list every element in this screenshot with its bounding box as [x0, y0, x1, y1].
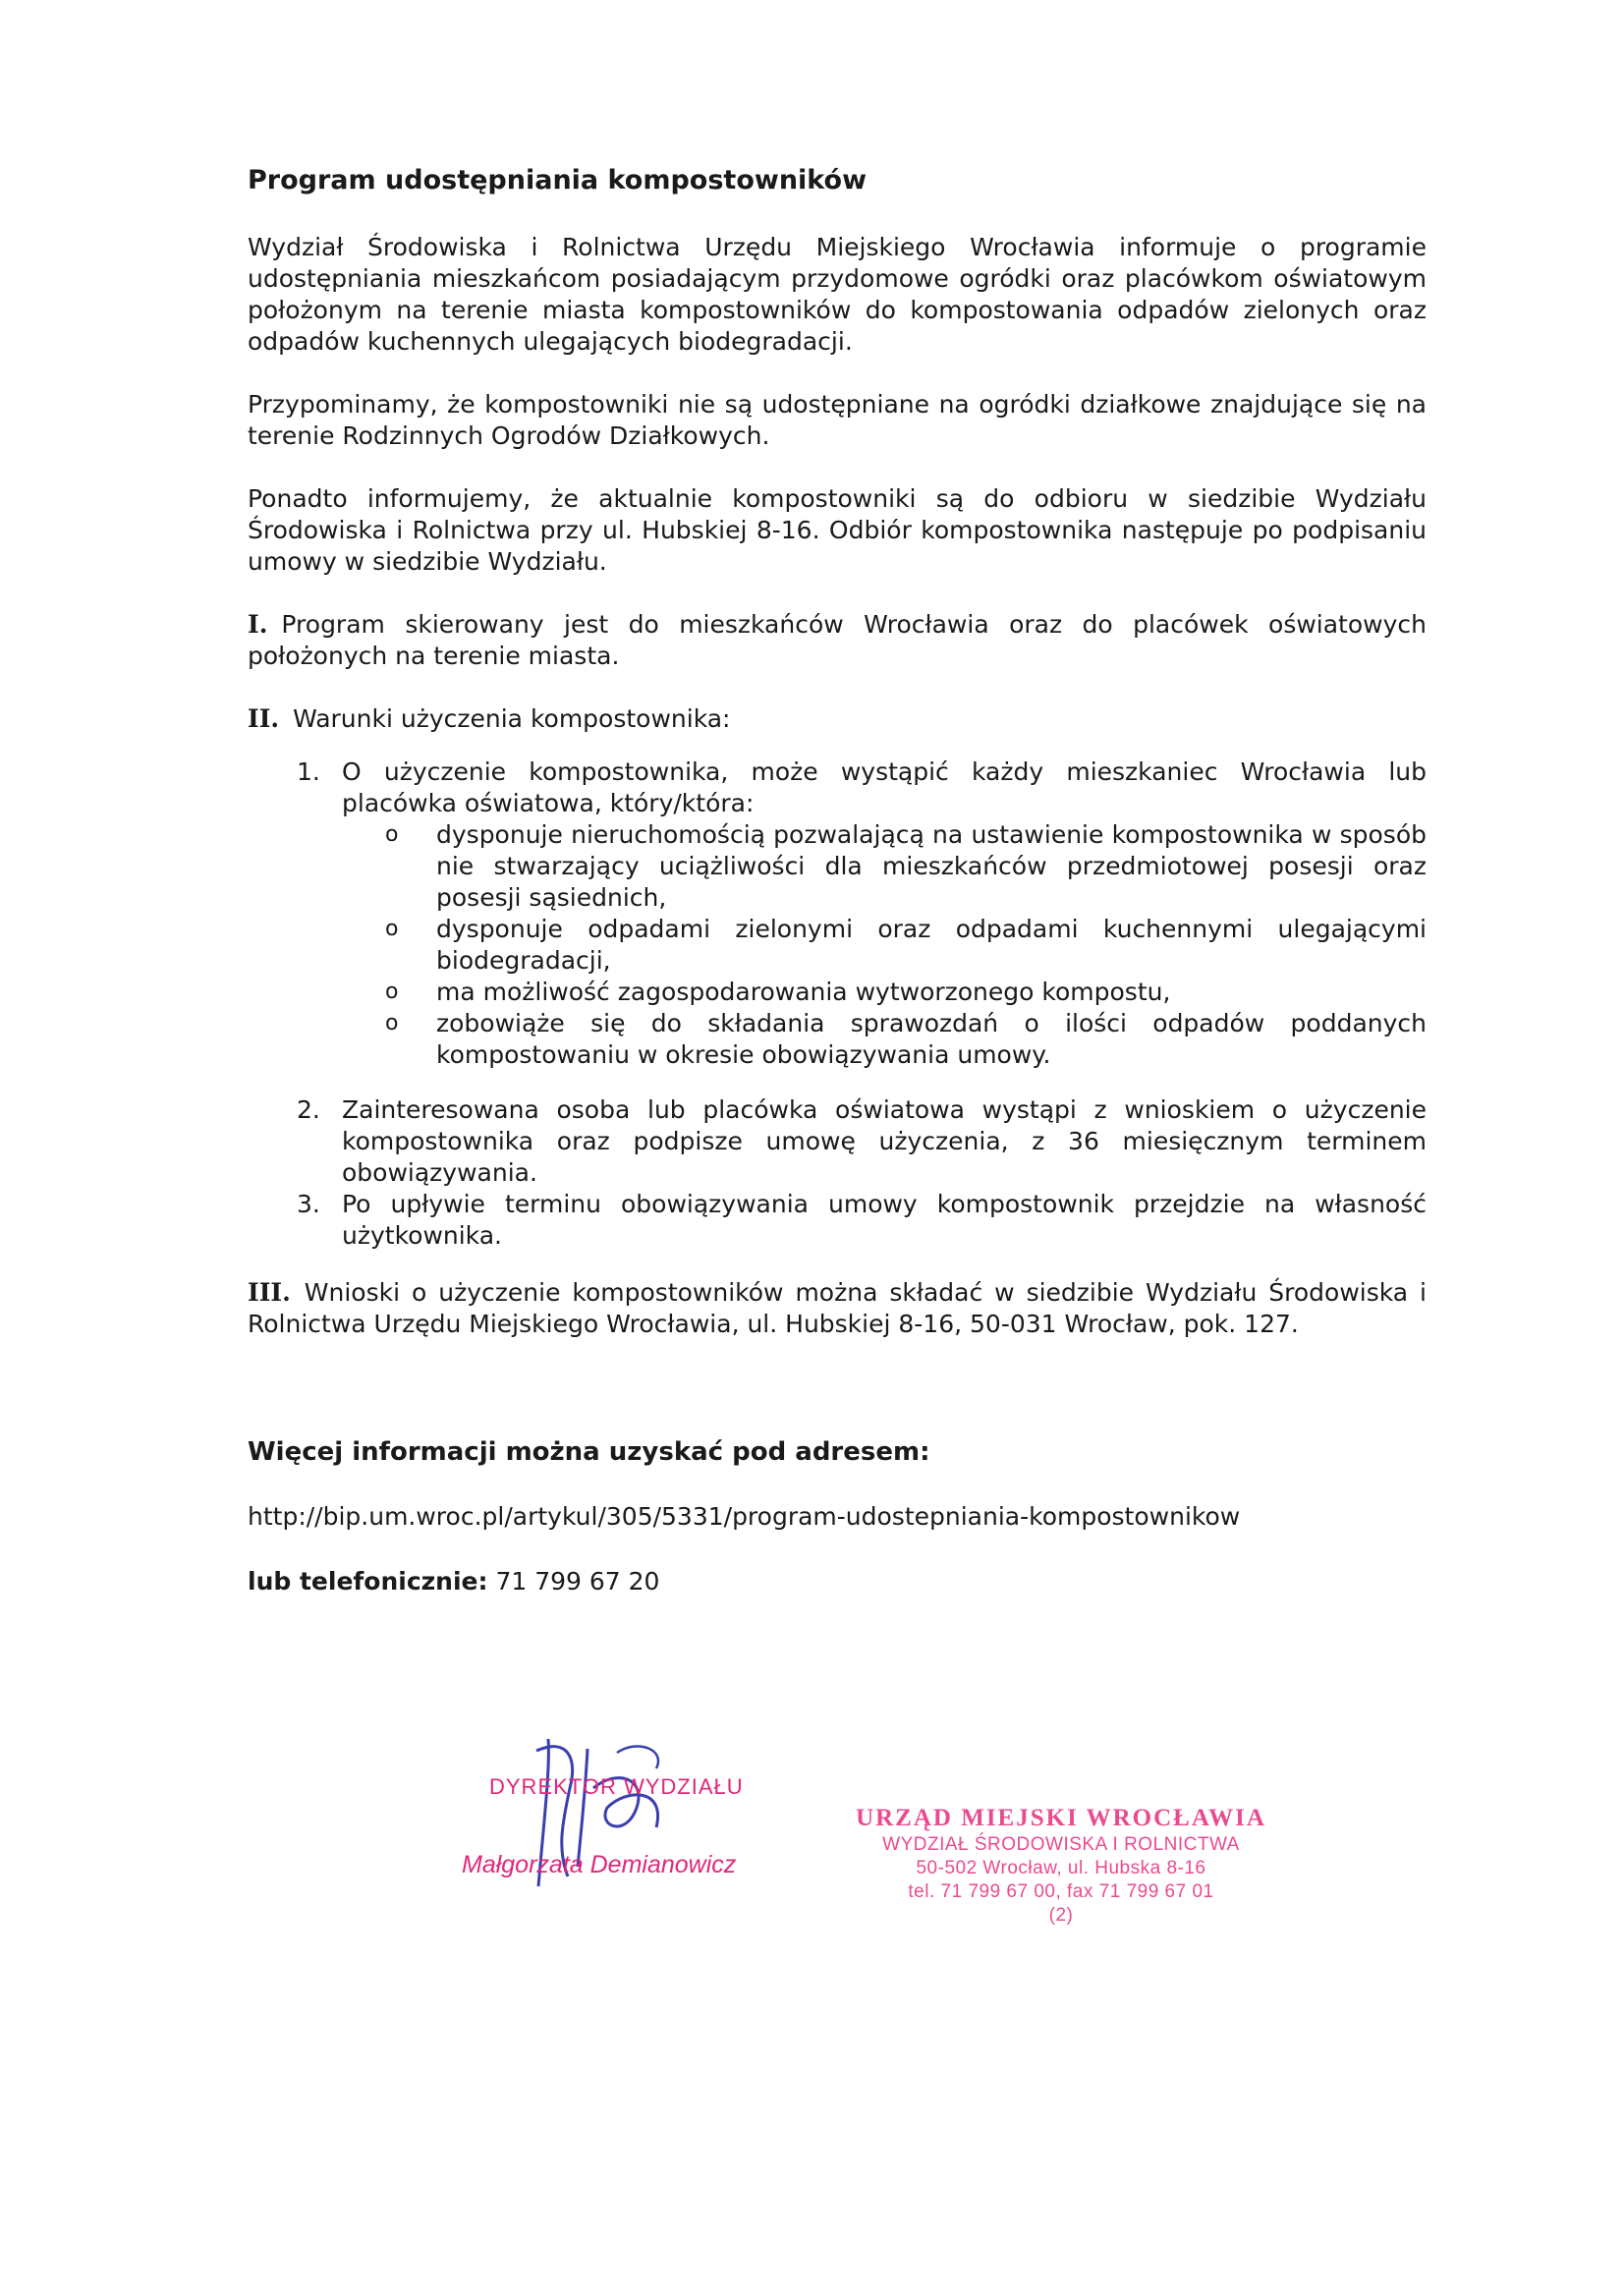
section-2-numeral: II. [248, 704, 280, 733]
phone-number: 71 799 67 20 [495, 1567, 660, 1596]
list-item [248, 1189, 1427, 1252]
bullet-text: ma możliwość zagospodarowania wytworzonego kompostu, [436, 978, 1171, 1006]
list-item-text: Zainteresowana osoba lub placówka oświatowa wystąpi z wnioskiem o użyczenie kompostownika oraz podpisze umowę użyczenia, z 36 miesięcznym terminem obowiązywania. [342, 1095, 1427, 1187]
bullet-circle-icon: o [385, 822, 399, 847]
section-1-text: Program skierowany jest do mieszkańców Wrocławia oraz do placówek oświatowych położonych na terenie miasta. [248, 610, 1427, 670]
stamp-line-4: tel. 71 799 67 00, fax 71 799 67 01 [908, 1881, 1214, 1902]
section-1 [248, 609, 1427, 672]
stamp-line-5: (2) [1048, 1905, 1074, 1926]
conditions-list [248, 756, 1427, 1252]
office-stamp [825, 1804, 1297, 1928]
list-item-text: Po upływie terminu obowiązywania umowy kompostownik przejdzie na własność użytkownika. [342, 1190, 1427, 1250]
bullet-item [342, 819, 1427, 914]
stamp-line-3: 50-502 Wrocław, ul. Hubska 8-16 [916, 1858, 1206, 1878]
stamp-line-2: WYDZIAŁ ŚRODOWISKA I ROLNICTWA [882, 1834, 1240, 1855]
phone-label: lub telefonicznie: [248, 1567, 488, 1596]
bullet-text: dysponuje odpadami zielonymi oraz odpadami kuchennymi ulegającymi biodegradacji, [436, 915, 1427, 975]
document-body [248, 165, 1427, 1597]
info-heading: Więcej informacji można uzyskać pod adresem: [248, 1437, 930, 1467]
list-number: 2. [297, 1095, 320, 1124]
bullet-item [342, 914, 1427, 977]
section-2-text: Warunki użyczenia kompostownika: [293, 704, 731, 733]
info-url-link[interactable]: http://bip.um.wroc.pl/artykul/305/5331/program-udostepniania-kompostownikow [248, 1502, 1241, 1531]
signature-name: Małgorzata Demianowicz [462, 1851, 737, 1878]
section-2 [248, 703, 1427, 1252]
director-signature [450, 1729, 823, 1896]
bullet-text: dysponuje nieruchomością pozwalającą na ustawienie kompostownika w sposób nie stwarzający uciążliwości dla mieszkańców przedmiotowej posesji oraz posesji sąsiednich, [436, 820, 1427, 912]
section-2-heading [248, 703, 1427, 735]
bullet-text: zobowiąże się do składania sprawozdań o ilości odpadów poddanych kompostowaniu w okresie obowiązywania umowy. [436, 1009, 1427, 1069]
list-number: 3. [297, 1190, 320, 1218]
stamp-line-1: URZĄD MIEJSKI WROCŁAWIA [856, 1805, 1266, 1831]
phone-line [248, 1566, 1427, 1597]
bullet-circle-icon: o [385, 980, 399, 1004]
list-item-text: O użyczenie kompostownika, może wystąpić każdy mieszkaniec Wrocławia lub placówka oświatowa, który/która: [342, 757, 1427, 817]
list-item [248, 756, 1427, 1071]
section-3 [248, 1277, 1427, 1340]
bullet-circle-icon: o [385, 917, 399, 941]
list-item [248, 1094, 1427, 1189]
section-3-numeral: III. [248, 1278, 291, 1307]
document-title: Program udostępniania kompostowników [248, 165, 868, 196]
signature-title: DYREKTOR WYDZIAŁU [489, 1774, 744, 1799]
list-number: 1. [297, 757, 320, 786]
section-3-text: Wnioski o użyczenie kompostowników można składać w siedzibie Wydziału Środowiska i Rolnictwa Urzędu Miejskiego Wrocławia, ul. Hubskiej 8-16, 50-031 Wrocław, pok. 127. [248, 1278, 1427, 1338]
paragraph-reminder: Przypominamy, że kompostowniki nie są udostępniane na ogródki działkowe znajdujące się na terenie Rodzinnych Ogrodów Działkowych. [248, 390, 1427, 450]
section-1-numeral: I. [248, 610, 268, 639]
paragraph-intro: Wydział Środowiska i Rolnictwa Urzędu Miejskiego Wrocławia informuje o programie udostępniania mieszkańcom posiadającym przydomowe ogródki oraz placówkom oświatowym położonym na terenie miasta kompostowników do kompostowania odpadów zielonych oraz odpadów kuchennych ulegających biodegradacji. [248, 233, 1427, 356]
paragraph-pickup: Ponadto informujemy, że aktualnie kompostowniki są do odbioru w siedzibie Wydziału Środowiska i Rolnictwa przy ul. Hubskiej 8-16. Odbiór kompostownika następuje po podpisaniu umowy w siedzibie Wydziału. [248, 484, 1427, 576]
bullet-item [342, 977, 1427, 1008]
bullet-circle-icon: o [385, 1011, 399, 1036]
bullet-list [342, 819, 1427, 1071]
bullet-item [342, 1008, 1427, 1071]
